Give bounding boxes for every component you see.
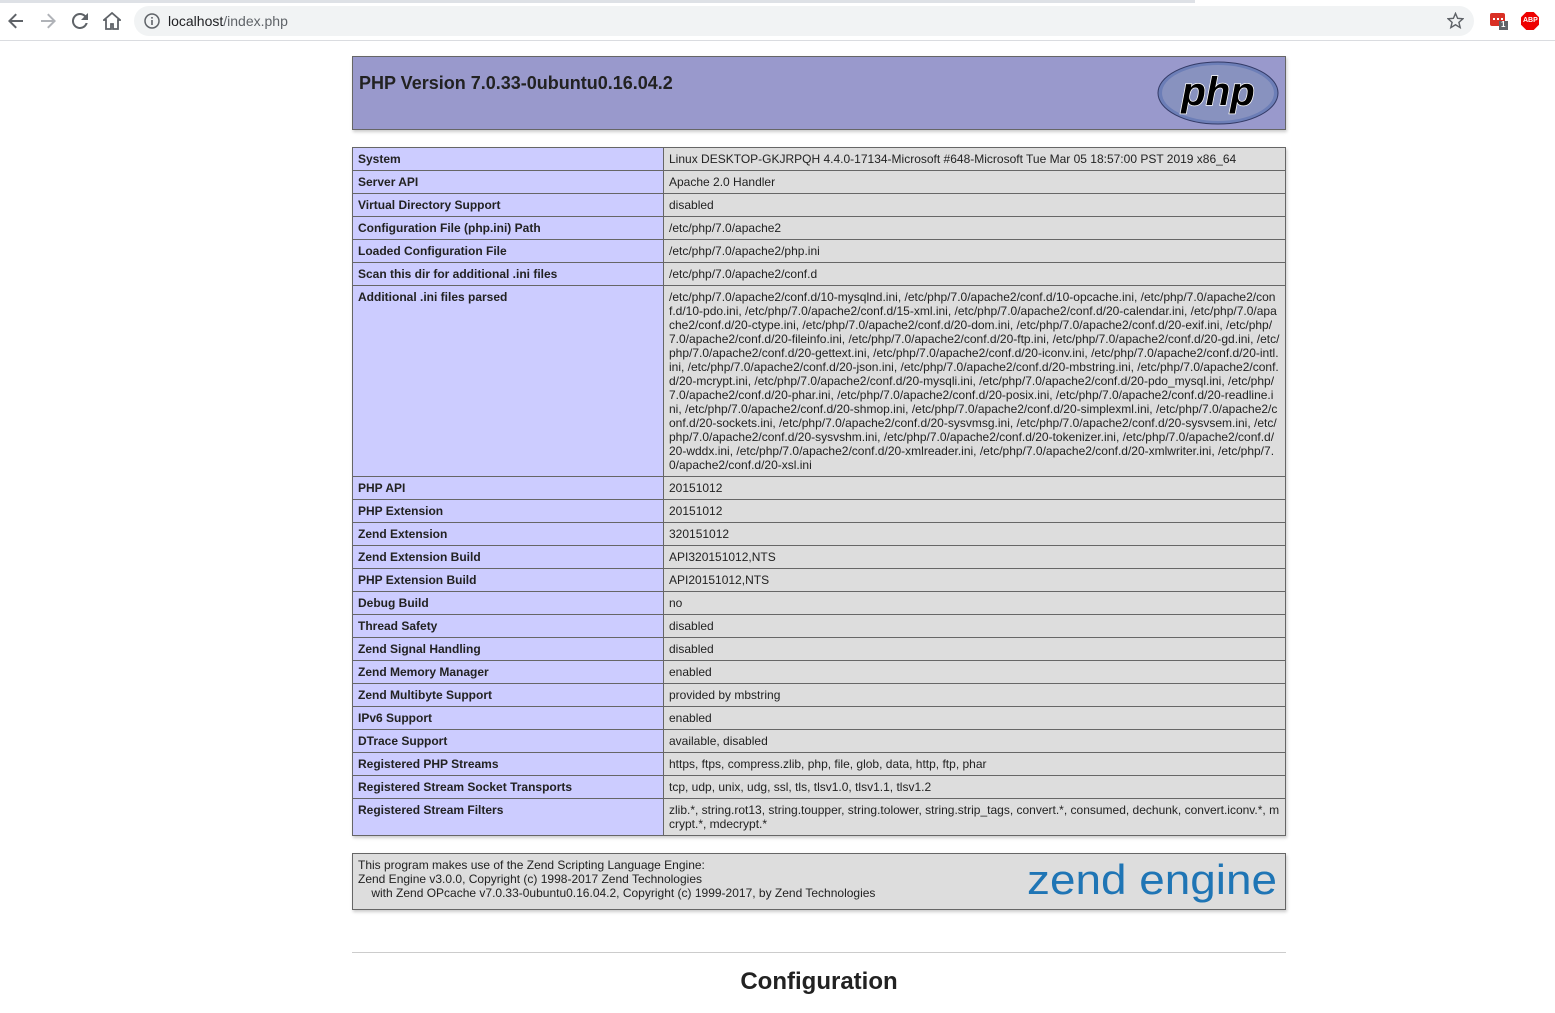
arrow-right-icon bbox=[40, 13, 56, 29]
info-value: disabled bbox=[664, 615, 1286, 638]
browser-toolbar bbox=[0, 0, 1555, 41]
info-row bbox=[353, 684, 1286, 707]
page-title: PHP Version 7.0.33-0ubuntu0.16.04.2 bbox=[359, 73, 673, 93]
info-key: PHP API bbox=[353, 477, 664, 500]
zend-logo-text: zend engine bbox=[1027, 858, 1277, 903]
info-row bbox=[353, 592, 1286, 615]
info-value: Linux DESKTOP-GKJRPQH 4.4.0-17134-Microsoft #648-Microsoft Tue Mar 05 18:57:00 PST 2019 x86_64 bbox=[664, 148, 1286, 171]
info-value: API320151012,NTS bbox=[664, 546, 1286, 569]
zend-engine-text: This program makes use of the Zend Scripting Language Engine: Zend Engine v3.0.0, Copyright (c) 1998-2017 Zend Technologies with Zend OPcache v7.0.33-0ubuntu0.16.04.2, Copyright (c) 1999-2017, by Zend Technologies bbox=[358, 858, 876, 900]
info-row bbox=[353, 569, 1286, 592]
extension-button[interactable] bbox=[1490, 12, 1508, 30]
info-value: /etc/php/7.0/apache2/php.ini bbox=[664, 240, 1286, 263]
info-value: API20151012,NTS bbox=[664, 569, 1286, 592]
info-value: zlib.*, string.rot13, string.toupper, string.tolower, string.strip_tags, convert.*, consumed, dechunk, convert.iconv.*, mcrypt.*, mdecrypt.* bbox=[664, 799, 1286, 836]
url-path: /index.php bbox=[223, 13, 288, 29]
info-key: Registered Stream Socket Transports bbox=[353, 776, 664, 799]
info-key: Registered PHP Streams bbox=[353, 753, 664, 776]
info-value: 320151012 bbox=[664, 523, 1286, 546]
adblock-button[interactable] bbox=[1521, 12, 1539, 30]
tab-strip-edge bbox=[0, 0, 1195, 3]
info-key: Configuration File (php.ini) Path bbox=[353, 217, 664, 240]
info-key: Server API bbox=[353, 171, 664, 194]
info-key: PHP Extension bbox=[353, 500, 664, 523]
arrow-left-icon bbox=[8, 13, 24, 29]
info-row bbox=[353, 661, 1286, 684]
home-button[interactable] bbox=[101, 10, 123, 32]
info-row bbox=[353, 148, 1286, 171]
info-value: Apache 2.0 Handler bbox=[664, 171, 1286, 194]
info-key: Registered Stream Filters bbox=[353, 799, 664, 836]
adblock-label: ABP bbox=[1523, 17, 1538, 24]
info-key: Zend Multibyte Support bbox=[353, 684, 664, 707]
info-value: /etc/php/7.0/apache2/conf.d/10-mysqlnd.ini, /etc/php/7.0/apache2/conf.d/10-opcache.ini, /etc/php/7.0/apache2/conf.d/10-pdo.ini, /etc/php/7.0/apache2/conf.d/15-xml.ini, /etc/php/7.0/apache2/conf.d/20-calendar.ini, /etc/php/7.0/apache2/conf.d/20-ctype.ini, /etc/php/7.0/apache2/conf.d/20-dom.ini, /etc/php/7.0/apache2/conf.d/20-exif.ini, /etc/php/7.0/apache2/conf.d/20-fileinfo.ini, /etc/php/7.0/apache2/conf.d/20-ftp.ini, /etc/php/7.0/apache2/conf.d/20-gd.ini, /etc/php/7.0/apache2/conf.d/20-gettext.ini, /etc/php/7.0/apache2/conf.d/20-iconv.ini, /etc/php/7.0/apache2/conf.d/20-intl.ini, /etc/php/7.0/apache2/conf.d/20-json.ini, /etc/php/7.0/apache2/conf.d/20-mbstring.ini, /etc/php/7.0/apache2/conf.d/20-mcrypt.ini, /etc/php/7.0/apache2/conf.d/20-mysqli.ini, /etc/php/7.0/apache2/conf.d/20-pdo_mysql.ini, /etc/php/7.0/apache2/conf.d/20-phar.ini, /etc/php/7.0/apache2/conf.d/20-posix.ini, /etc/php/7.0/apache2/conf.d/20-readline.ini, /etc/php/7.0/apache2/conf.d/20-shmop.ini, /etc/php/7.0/apache2/conf.d/20-simplexml.ini, /etc/php/7.0/apache2/conf.d/20-sockets.ini, /etc/php/7.0/apache2/conf.d/20-sysvmsg.ini, /etc/php/7.0/apache2/conf.d/20-sysvsem.ini, /etc/php/7.0/apache2/conf.d/20-sysvshm.ini, /etc/php/7.0/apache2/conf.d/20-tokenizer.ini, /etc/php/7.0/apache2/conf.d/20-wddx.ini, /etc/php/7.0/apache2/conf.d/20-xmlreader.ini, /etc/php/7.0/apache2/conf.d/20-xmlwriter.ini, /etc/php/7.0/apache2/conf.d/20-xsl.ini bbox=[664, 286, 1286, 477]
info-row bbox=[353, 546, 1286, 569]
info-value: disabled bbox=[664, 194, 1286, 217]
info-row bbox=[353, 477, 1286, 500]
info-key: Thread Safety bbox=[353, 615, 664, 638]
version-header bbox=[352, 56, 1286, 130]
info-row bbox=[353, 615, 1286, 638]
bookmark-star-icon[interactable] bbox=[1447, 12, 1464, 29]
info-value: enabled bbox=[664, 707, 1286, 730]
url-host: localhost bbox=[168, 13, 224, 29]
info-key: Additional .ini files parsed bbox=[353, 286, 664, 477]
back-button[interactable] bbox=[5, 10, 27, 32]
zend-engine-logo[interactable] bbox=[1027, 858, 1279, 906]
info-value: 20151012 bbox=[664, 500, 1286, 523]
info-row bbox=[353, 500, 1286, 523]
home-icon bbox=[103, 12, 121, 30]
info-row bbox=[353, 730, 1286, 753]
info-value: https, ftps, compress.zlib, php, file, glob, data, http, ftp, phar bbox=[664, 753, 1286, 776]
address-bar[interactable] bbox=[134, 6, 1474, 36]
info-key: Zend Memory Manager bbox=[353, 661, 664, 684]
php-logo-text: php bbox=[1181, 70, 1255, 114]
info-table bbox=[352, 147, 1286, 836]
info-row bbox=[353, 194, 1286, 217]
configuration-heading: Configuration bbox=[740, 968, 898, 995]
zend-engine-box bbox=[352, 853, 1286, 910]
info-value: no bbox=[664, 592, 1286, 615]
info-value: 20151012 bbox=[664, 477, 1286, 500]
forward-button[interactable] bbox=[37, 10, 59, 32]
info-value: provided by mbstring bbox=[664, 684, 1286, 707]
info-key: Zend Extension Build bbox=[353, 546, 664, 569]
info-value: disabled bbox=[664, 638, 1286, 661]
phpinfo-container bbox=[352, 56, 1286, 995]
info-value: /etc/php/7.0/apache2/conf.d bbox=[664, 263, 1286, 286]
info-row bbox=[353, 707, 1286, 730]
info-row bbox=[353, 217, 1286, 240]
reload-icon bbox=[72, 13, 88, 29]
info-icon[interactable] bbox=[144, 13, 160, 29]
info-row bbox=[353, 286, 1286, 477]
info-row bbox=[353, 171, 1286, 194]
info-row bbox=[353, 638, 1286, 661]
info-key: Scan this dir for additional .ini files bbox=[353, 263, 664, 286]
info-key: Zend Signal Handling bbox=[353, 638, 664, 661]
info-row bbox=[353, 776, 1286, 799]
info-key: Virtual Directory Support bbox=[353, 194, 664, 217]
info-key: Debug Build bbox=[353, 592, 664, 615]
info-row bbox=[353, 799, 1286, 836]
info-key: Zend Extension bbox=[353, 523, 664, 546]
info-value: enabled bbox=[664, 661, 1286, 684]
section-divider bbox=[352, 952, 1286, 953]
info-key: System bbox=[353, 148, 664, 171]
reload-button[interactable] bbox=[69, 10, 91, 32]
info-key: Loaded Configuration File bbox=[353, 240, 664, 263]
info-key: IPv6 Support bbox=[353, 707, 664, 730]
info-key: PHP Extension Build bbox=[353, 569, 664, 592]
info-value: available, disabled bbox=[664, 730, 1286, 753]
info-value: /etc/php/7.0/apache2 bbox=[664, 217, 1286, 240]
php-logo[interactable] bbox=[1157, 61, 1279, 125]
info-key: DTrace Support bbox=[353, 730, 664, 753]
info-row bbox=[353, 240, 1286, 263]
info-row bbox=[353, 753, 1286, 776]
extension-badge: 1 bbox=[1501, 20, 1506, 29]
info-row bbox=[353, 263, 1286, 286]
url-text[interactable] bbox=[168, 13, 288, 29]
info-value: tcp, udp, unix, udg, ssl, tls, tlsv1.0, tlsv1.1, tlsv1.2 bbox=[664, 776, 1286, 799]
info-row bbox=[353, 523, 1286, 546]
